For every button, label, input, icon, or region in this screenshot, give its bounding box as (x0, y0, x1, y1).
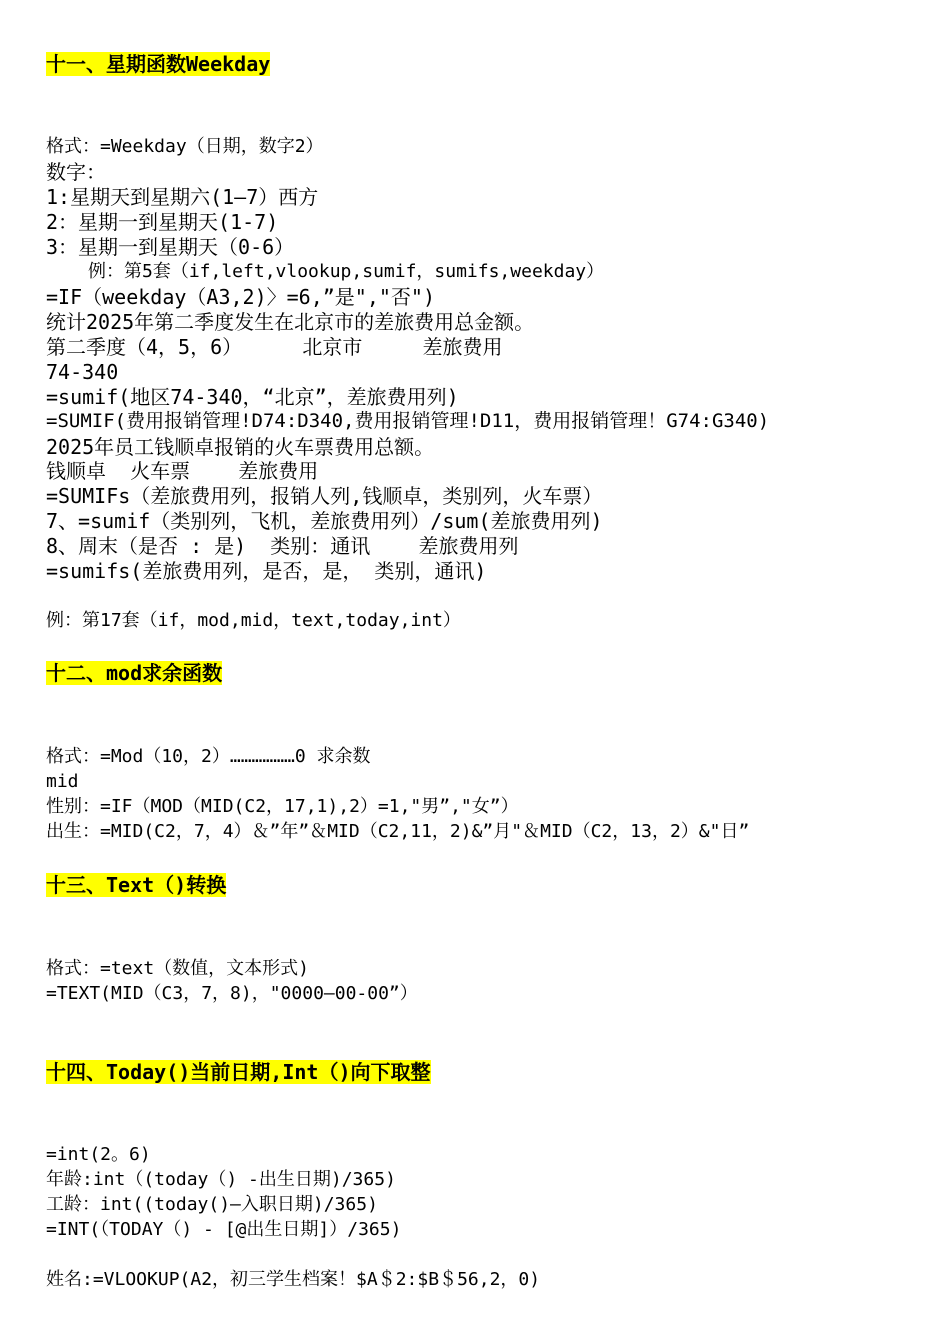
text-line: 74-340 (46, 360, 119, 384)
text-line: 格式：=Mod（10，2）………………0 求余数 (46, 746, 371, 767)
text-line: =SUMIF(费用报销管理!D74:D340,费用报销管理!D11，费用报销管理！G74:G340) (46, 410, 770, 432)
text-line: 例：第5套（if,left,vlookup,sumif，sumifs,weekday） (88, 261, 605, 282)
text-line: 年龄:int（(today（) -出生日期)/365) (46, 1169, 396, 1190)
text-line: mid (46, 771, 79, 792)
text-line: 性别：=IF（MOD（MID(C2，17,1),2）=1,"男”,"女”） (46, 796, 519, 817)
text-line: 7、=sumif（类别列，飞机，差旅费用列）/sum(差旅费用列) (46, 509, 603, 533)
text-line: 3：星期一到星期天（0-6） (46, 235, 295, 259)
heading-today-int: 十四、Today()当前日期,Int（)向下取整 (46, 1060, 431, 1084)
text-line: 工龄：int((today()—入职日期)/365) (46, 1194, 378, 1215)
text-line: 8、周末（是否 : 是) 类别：通讯 差旅费用列 (46, 534, 519, 558)
text-line: =int(2。6) (46, 1144, 151, 1165)
text-line: =sumifs(差旅费用列，是否，是， 类别，通讯) (46, 559, 487, 583)
text-line: 格式：=Weekday（日期，数字2） (46, 136, 324, 157)
text-line: =IF（weekday（A3,2)〉=6,”是","否") (46, 285, 435, 309)
text-line: 出生：=MID(C2，7，4）＆”年”＆MID（C2,11，2)&”月"＆MID（C2，13，2）&"日” (46, 821, 750, 842)
text-line: 格式：=text（数值，文本形式) (46, 958, 310, 979)
text-line: =SUMIFs（差旅费用列，报销人列,钱顺卓，类别列，火车票） (46, 484, 603, 508)
text-line: =INT(（TODAY（) - [@出生日期]）/365) (46, 1219, 402, 1240)
heading-text: 十三、Text（)转换 (46, 873, 227, 897)
text-line: 1:星期天到星期六(1—7）西方 (46, 185, 319, 209)
text-line: 2025年员工钱顺卓报销的火车票费用总额。 (46, 435, 435, 459)
text-line: 统计2025年第二季度发生在北京市的差旅费用总金额。 (46, 310, 535, 334)
text-line: 第二季度（4，5，6） 北京市 差旅费用 (46, 335, 503, 359)
heading-weekday: 十一、星期函数Weekday (46, 52, 271, 76)
text-line: 2：星期一到星期天(1-7) (46, 210, 279, 234)
text-line: 例：第17套（if，mod,mid，text,today,int） (46, 610, 461, 631)
text-line: =sumif(地区74-340，“北京”，差旅费用列) (46, 385, 459, 409)
text-line: 数字： (46, 160, 106, 184)
text-line: =TEXT(MID（C3，7，8)，"0000—00-00”） (46, 983, 418, 1004)
text-line: 钱顺卓 火车票 差旅费用 (46, 459, 319, 483)
text-line: 姓名:=VLOOKUP(A2，初三学生档案！$A＄2:$B＄56,2，0) (46, 1269, 541, 1290)
heading-mod: 十二、mod求余函数 (46, 661, 223, 685)
